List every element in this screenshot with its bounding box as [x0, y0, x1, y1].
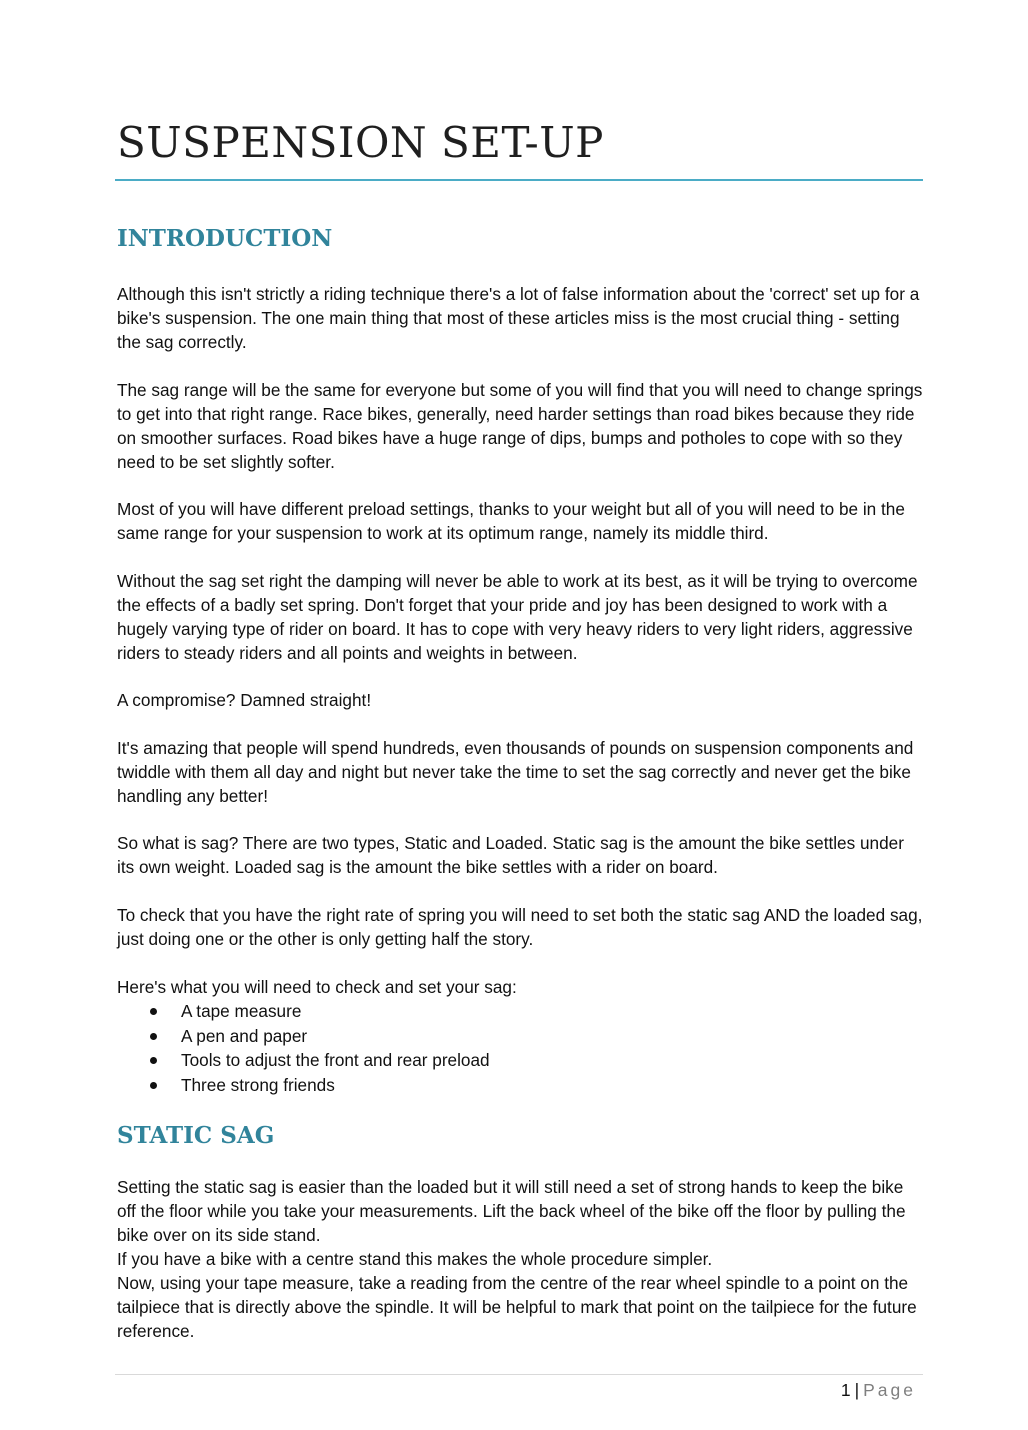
- bullet-icon: [150, 1082, 157, 1089]
- page-number: 1: [840, 1380, 851, 1400]
- paragraph-text: Now, using your tape measure, take a reading from the centre of the rear wheel spindle to a point on the tailpiece that is directly above the spindle. It will be helpful to mark that point on the tailpiece for the future reference.: [117, 1273, 917, 1341]
- paragraph-text: Setting the static sag is easier than the loaded but it will still need a set of strong hands to keep the bike off the floor while you take your measurements. Lift the back wheel of the bike off the floor by pulling the bike over on its side stand.: [117, 1177, 906, 1245]
- list-item: [117, 1024, 923, 1049]
- list-item-text: Tools to adjust the front and rear preload: [181, 1050, 490, 1070]
- list-item: [117, 999, 923, 1024]
- paragraph-text: If you have a bike with a centre stand this makes the whole procedure simpler.: [117, 1249, 713, 1269]
- paragraph-text: Here's what you will need to check and set your sag:: [117, 977, 517, 997]
- intro-paragraph-7: [117, 831, 923, 879]
- list-item: [117, 1048, 923, 1073]
- list-item-text: A pen and paper: [181, 1025, 308, 1046]
- intro-paragraph-8: [117, 903, 923, 951]
- intro-paragraph-5: [117, 688, 923, 712]
- paragraph-text: Without the sag set right the damping will never be able to work at its best, as it will be trying to overcome the effects of a badly set spring. Don't forget that your pride and joy has been designed to work with a hugely varying type of rider on board. It has to cope with very heavy riders to very light riders, aggressive riders to steady riders and all points and weights in between.: [117, 571, 918, 663]
- list-item-text: A tape measure: [181, 1001, 302, 1021]
- paragraph-text: Although this isn't strictly a riding technique there's a lot of false information about the 'correct' set up for a bike's suspension. The one main thing that most of these articles miss is the most crucial thing - setting the sag correctly.: [117, 284, 920, 352]
- intro-paragraph-2: [117, 378, 923, 474]
- page-label: Page: [863, 1380, 916, 1400]
- bullet-icon: [150, 1008, 157, 1015]
- bullet-icon: [150, 1033, 157, 1040]
- paragraph-text: The sag range will be the same for everyone but some of you will find that you will need to change springs to get into that right range. Race bikes, generally, need harder settings than road bikes because they ride on smoother surfaces. Road bikes have a huge range of dips, bumps and potholes to cope with so they need to be set slightly softer.: [117, 380, 923, 472]
- paragraph-text: Most of you will have different preload settings, thanks to your weight but all of you will need to be in the same range for your suspension to work at its optimum range, namely its middle third.: [117, 499, 905, 543]
- footer-rule: [115, 1374, 923, 1375]
- paragraph-text: To check that you have the right rate of spring you will need to set both the static sag AND the loaded sag, just doing one or the other is only getting half the story.: [117, 905, 923, 949]
- page-footer: [841, 1378, 916, 1402]
- title-underline: [115, 179, 923, 181]
- intro-paragraph-4: [117, 569, 923, 665]
- document-title: SUSPENSION SET-UP: [117, 118, 604, 167]
- intro-paragraph-1: [117, 282, 923, 354]
- paragraph-text: It's amazing that people will spend hundreds, even thousands of pounds on suspension components and twiddle with them all day and night but never take the time to set the sag correctly and never get the bike handling any better!: [117, 738, 914, 806]
- checklist-intro: [117, 975, 923, 1097]
- bullet-icon: [150, 1057, 157, 1064]
- paragraph-text: A compromise? Damned straight!: [117, 690, 372, 710]
- list-item: [117, 1073, 923, 1098]
- intro-paragraph-6: [117, 736, 923, 808]
- section-heading-introduction: INTRODUCTION: [117, 225, 333, 252]
- footer-separator: |: [854, 1380, 860, 1400]
- paragraph-text: So what is sag? There are two types, Static and Loaded. Static sag is the amount the bike settles under its own weight. Loaded sag is the amount the bike settles with a rider on board.: [117, 833, 904, 877]
- section-heading-static-sag: STATIC SAG: [117, 1122, 275, 1149]
- intro-paragraph-3: [117, 497, 923, 545]
- checklist: [117, 999, 923, 1097]
- static-sag-body: [117, 1175, 923, 1343]
- list-item-text: Three strong friends: [181, 1074, 335, 1095]
